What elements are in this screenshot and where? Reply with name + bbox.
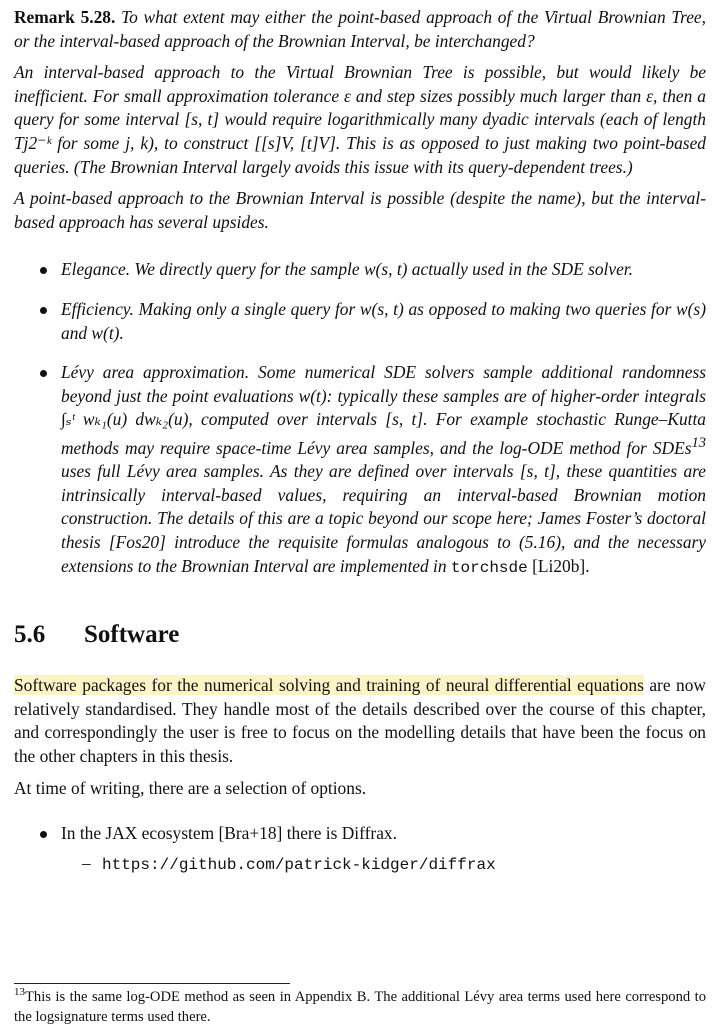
footnote-mark: 13: [14, 986, 25, 999]
page-content: [14, 6, 706, 877]
paragraph-interval-approach: An interval-based approach to the Virtual Brownian Tree is possible, but would likely be inefficient. For small approximation tolerance ε and step sizes possibly much larger than ε, then a query for some interval [s, t] would require logarithmically many dyadic intervals (each of length Tj2⁻ᵏ for some j, k), to construct [[s]V, [t]V]. This is as opposed to just making two point-based queries. (The Brownian Interval largely avoids this issue with its query-dependent trees.): [14, 62, 706, 177]
remark-question: To what extent may either the point-based approach of the Virtual Brownian Tree, or the interval-based approach of the Brownian Interval, be interchanged?: [14, 7, 706, 51]
upsides-list: [14, 258, 706, 580]
list-item-text-a: Lévy area approximation. Some numerical SDE solvers sample additional randomness beyond just the point evaluations w(t): typically these samples are of higher-order integrals ∫ₛᵗ wₖ₁(u) dwₖ₂(u), computed over intervals [s, t]. For example stochastic Runge–Kutta methods may require space-time Lévy area samples, and the log-ODE method for SDEs: [61, 362, 706, 458]
footnote-reference[interactable]: 13: [691, 434, 706, 451]
footnote-13: [14, 987, 706, 1027]
bullet-icon: [40, 370, 47, 377]
footnote-divider: [14, 983, 290, 984]
list-item-levy-area: [14, 361, 706, 580]
sub-list-item-diffrax: [14, 852, 706, 878]
remark-5-28: [14, 6, 706, 53]
section-number: 5.6: [14, 621, 46, 649]
list-item-efficiency: [14, 298, 706, 345]
list-item-jax: [14, 822, 706, 846]
bullet-icon: [40, 267, 47, 274]
paragraph-software-rest: are now relatively standardised. They handle most of the details described over the course of this chapter, and correspondingly the user is free to focus on the modelling details that have been the focus on the other chapters in this thesis.: [14, 675, 706, 767]
code-torchsde: torchsde: [450, 558, 528, 577]
list-item-text: In the JAX ecosystem [Bra+18] there is Diffrax.: [61, 823, 397, 844]
list-item-text-b: uses full Lévy area samples. As they are defined over intervals [s, t], these quantities are intrinsically interval-based values, requiring an interval-based Brownian motion construction. The details of this are a topic beyond our scope here; James Foster’s doctoral thesis [Fos20] introduce the requisite formulas analogous to (5.16), and the necessary extensions to the Brownian Interval are implemented in: [61, 461, 706, 576]
paragraph-point-approach: A point-based approach to the Brownian Interval is possible (despite the name), but the interval-based approach has several upsides.: [14, 188, 706, 232]
highlighted-text[interactable]: Software packages for the numerical solving and training of neural differential equations: [14, 675, 644, 696]
section-title: Software: [84, 621, 180, 649]
list-item-text: Efficiency. Making only a single query for w(s, t) as opposed to making two queries for w(s) and w(t).: [61, 298, 706, 343]
diffrax-link[interactable]: https://github.com/patrick-kidger/diffrax: [102, 855, 496, 874]
citation-li20b: [Li20b].: [527, 555, 590, 576]
list-item-elegance: [14, 258, 706, 282]
section-heading: [14, 620, 706, 650]
bullet-icon: [40, 831, 47, 838]
paragraph-software: [14, 674, 706, 768]
software-list: [14, 822, 706, 846]
bullet-icon: [40, 307, 47, 314]
list-item-text: Elegance. We directly query for the sample w(s, t) actually used in the SDE solver.: [61, 259, 633, 280]
footnote-text: This is the same log-ODE method as seen in Appendix B. The additional Lévy area terms used here correspond to the logsignature terms used there.: [14, 989, 706, 1025]
remark-label: Remark 5.28.: [14, 7, 116, 27]
dash-icon: –: [82, 852, 91, 873]
paragraph-options: At time of writing, there are a selection of options.: [14, 777, 367, 798]
